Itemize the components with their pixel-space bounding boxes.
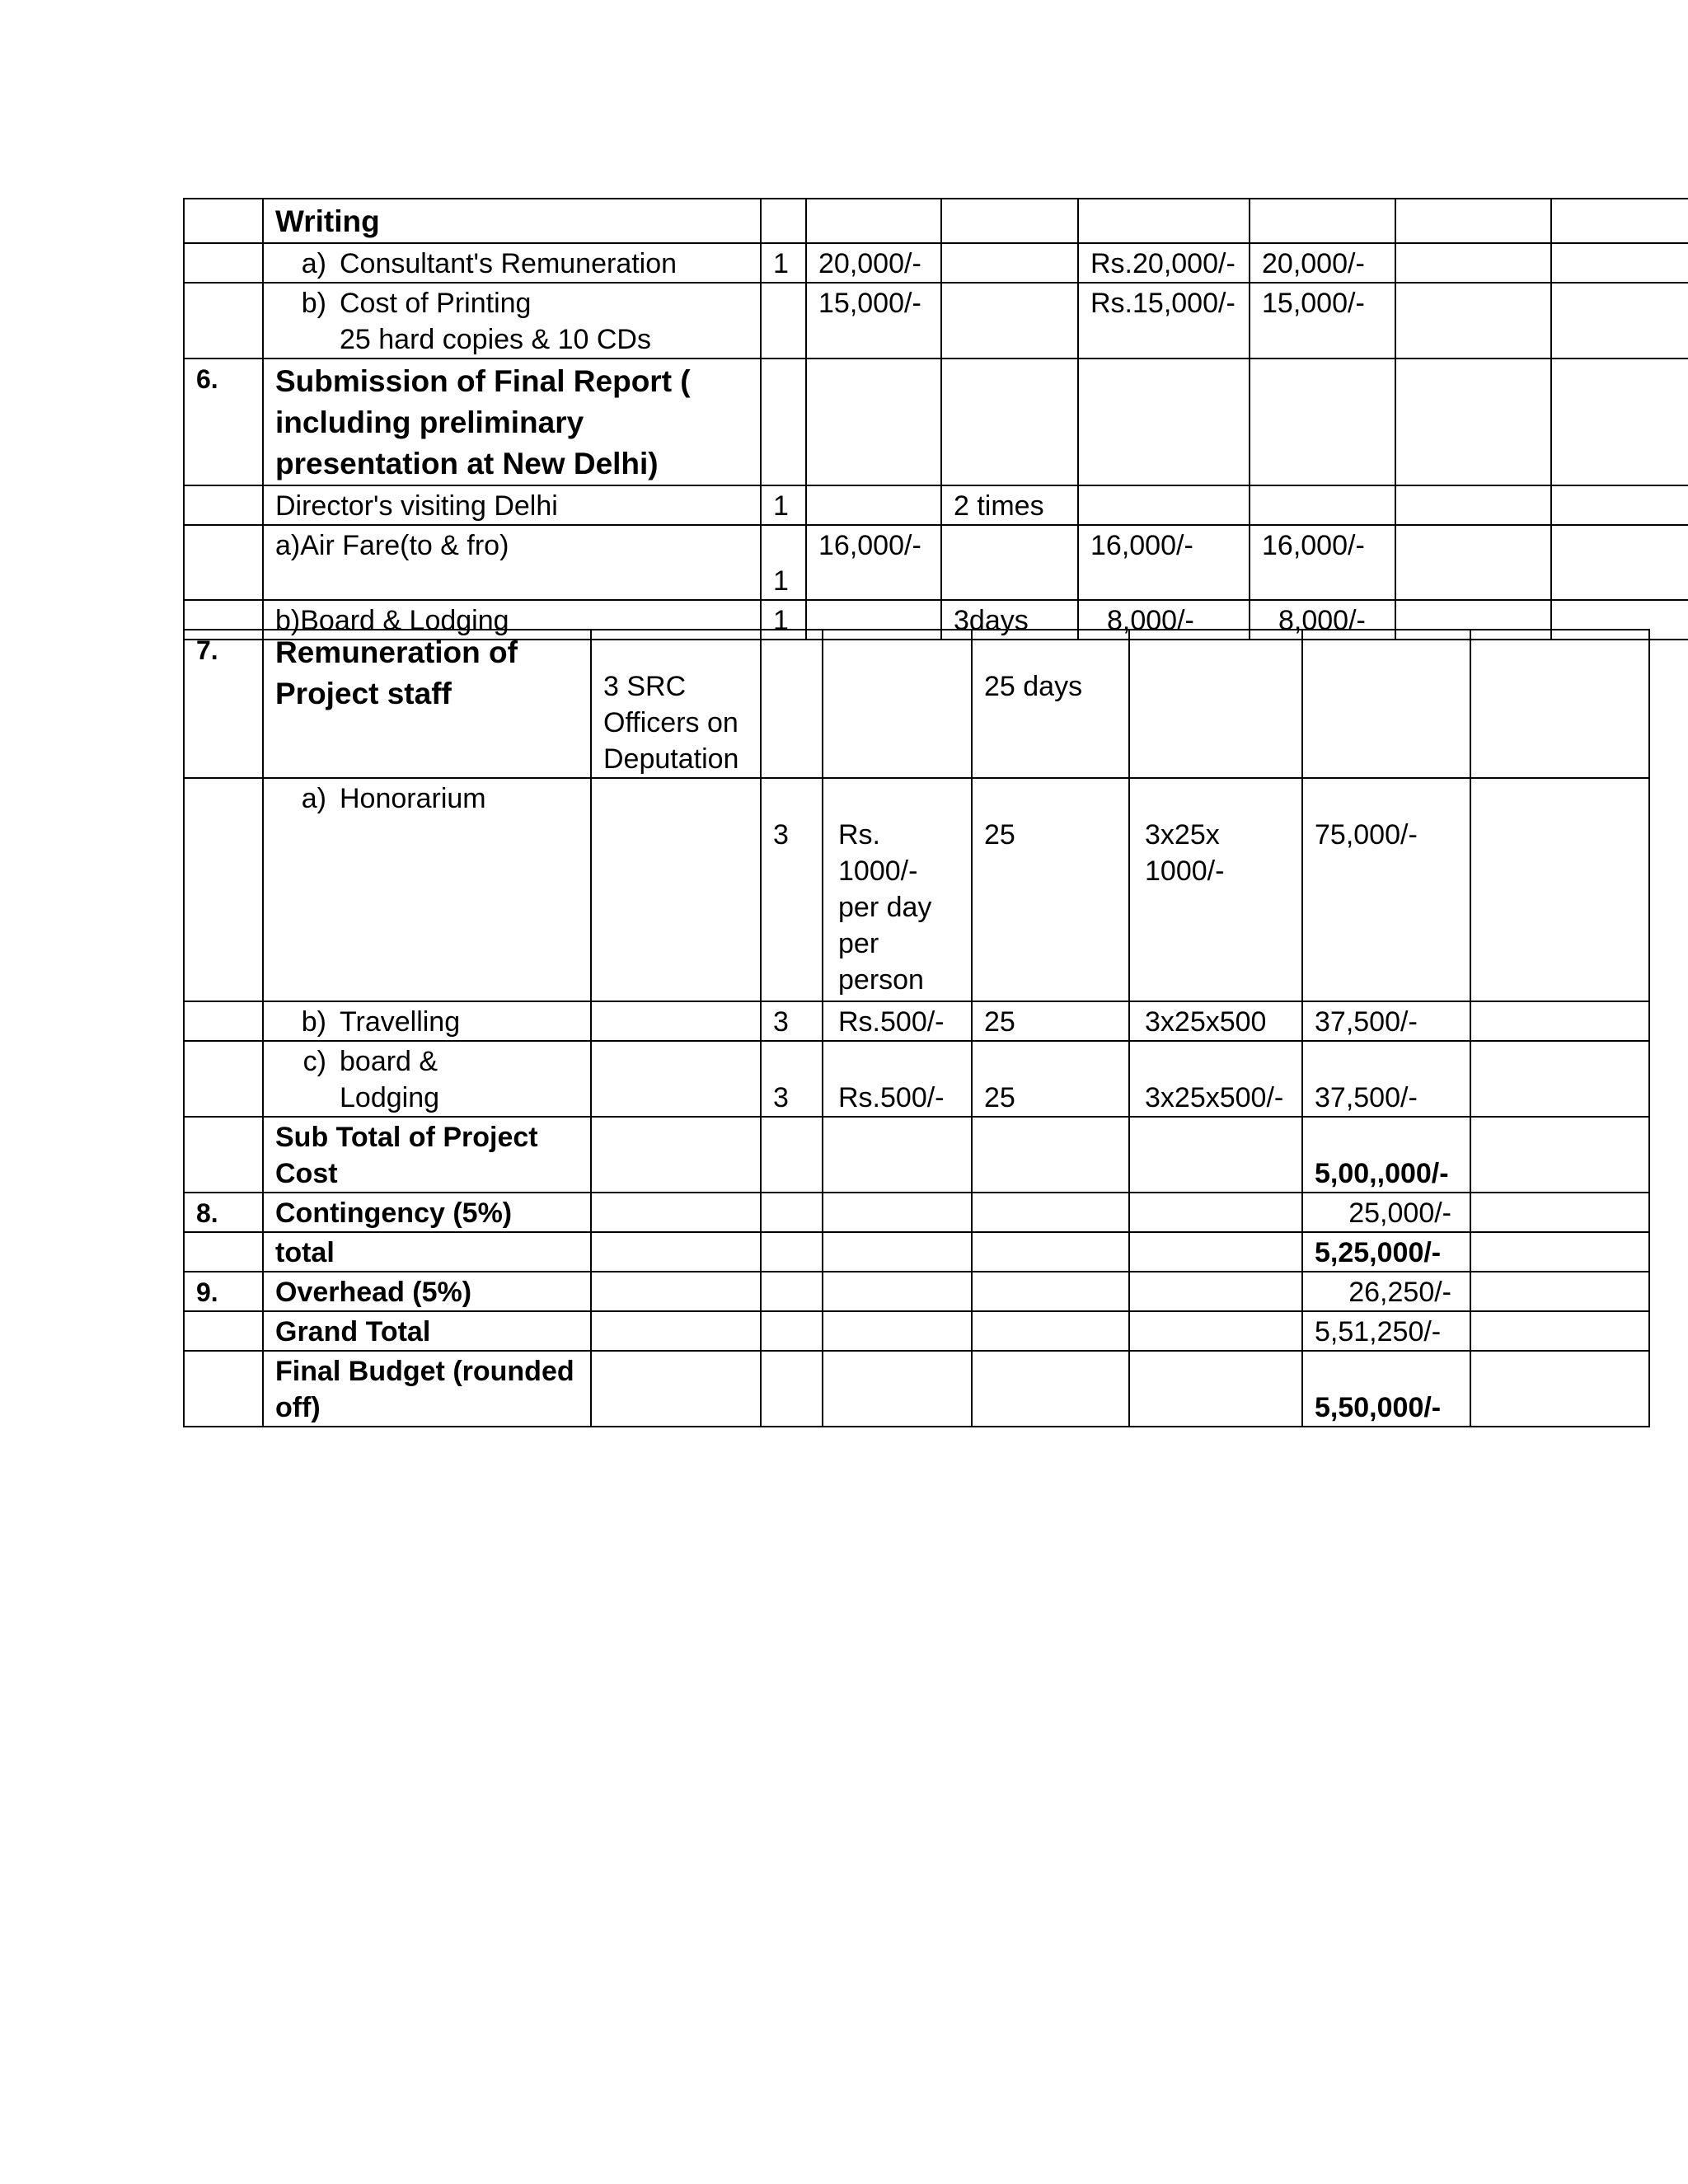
item-cell xyxy=(263,283,761,359)
blank-cell xyxy=(1470,1232,1649,1272)
days-cell: 25 xyxy=(972,778,1129,1001)
days-cell xyxy=(941,283,1078,359)
days-cell xyxy=(972,1232,1129,1272)
remark-cell: 3 SRC Officers on Deputation xyxy=(591,630,761,778)
remark-cell xyxy=(591,1232,761,1272)
item-cell: Director's visiting Delhi xyxy=(263,485,761,525)
days-cell xyxy=(941,199,1078,243)
days-cell: 25 xyxy=(972,1001,1129,1041)
total-cell: 37,500/- xyxy=(1302,1001,1470,1041)
calc-cell xyxy=(1129,1193,1302,1232)
total-cell xyxy=(1250,485,1395,525)
table-row xyxy=(184,1351,1649,1427)
serial-cell: 7. xyxy=(184,630,263,778)
table-row xyxy=(184,199,1688,243)
qty-cell: 1 xyxy=(761,600,806,640)
cost-cell xyxy=(1078,359,1250,485)
blank-cell xyxy=(1470,778,1649,1001)
qty-cell: 3 xyxy=(761,778,823,1001)
serial-cell xyxy=(184,1232,263,1272)
serial-cell xyxy=(184,485,263,525)
item-letter: a) xyxy=(301,248,326,279)
serial-cell xyxy=(184,1117,263,1193)
qty-cell: 3 xyxy=(761,1001,823,1041)
days-cell xyxy=(941,243,1078,283)
blank-cell xyxy=(1551,525,1688,600)
total-cell: 15,000/- xyxy=(1250,283,1395,359)
calc-cell xyxy=(1129,1232,1302,1272)
total-cell: 20,000/- xyxy=(1250,243,1395,283)
blank-cell xyxy=(1395,243,1551,283)
item-cell: Grand Total xyxy=(263,1311,591,1351)
rate-cell: Rs.500/- xyxy=(823,1001,972,1041)
item-text: Honorarium xyxy=(340,783,486,814)
rate-cell xyxy=(823,1351,972,1427)
item-cell: Contingency (5%) xyxy=(263,1193,591,1232)
item-cell: Final Budget (rounded off) xyxy=(263,1351,591,1427)
budget-table-part1 xyxy=(183,198,1688,640)
blank-cell xyxy=(1551,283,1688,359)
rate-cell: 20,000/- xyxy=(806,243,941,283)
item-cell xyxy=(263,1001,591,1041)
blank-cell xyxy=(1395,359,1551,485)
blank-cell xyxy=(1395,485,1551,525)
total-cell: 26,250/- xyxy=(1302,1272,1470,1311)
cost-cell: 16,000/- xyxy=(1078,525,1250,600)
remark-cell xyxy=(591,1351,761,1427)
blank-cell xyxy=(1470,1351,1649,1427)
table-row xyxy=(184,630,1649,778)
calc-cell xyxy=(1129,1351,1302,1427)
item-letter: a) xyxy=(301,783,326,814)
item-text: Consultant's Remuneration xyxy=(340,248,678,279)
serial-cell: 6. xyxy=(184,359,263,485)
table-row xyxy=(184,243,1688,283)
item-cell xyxy=(263,243,761,283)
calc-cell: 3x25x 1000/- xyxy=(1129,778,1302,1001)
item-cell: Overhead (5%) xyxy=(263,1272,591,1311)
item-cell: a)Air Fare(to & fro) xyxy=(263,525,761,600)
rate-cell xyxy=(823,1311,972,1351)
qty-cell xyxy=(761,283,806,359)
rate-cell xyxy=(823,1232,972,1272)
total-cell: 16,000/- xyxy=(1250,525,1395,600)
remark-cell xyxy=(591,1193,761,1232)
cost-cell xyxy=(1078,485,1250,525)
serial-cell xyxy=(184,1311,263,1351)
days-cell xyxy=(972,1311,1129,1351)
total-cell: 25,000/- xyxy=(1302,1193,1470,1232)
remark-cell xyxy=(591,1001,761,1041)
rate-cell: 16,000/- xyxy=(806,525,941,600)
table-row xyxy=(184,1001,1649,1041)
remark-cell xyxy=(591,1311,761,1351)
rate-cell xyxy=(823,1117,972,1193)
rate-cell: Rs. 1000/- per day per person xyxy=(823,778,972,1001)
days-cell: 25 xyxy=(972,1041,1129,1117)
item-cell: Remuneration of Project staff xyxy=(263,630,591,778)
blank-cell xyxy=(1395,283,1551,359)
item-cell: b)Board & Lodging xyxy=(263,600,761,640)
qty-cell xyxy=(761,630,823,778)
total-cell: 5,50,000/- xyxy=(1302,1351,1470,1427)
serial-cell xyxy=(184,1351,263,1427)
serial-cell xyxy=(184,243,263,283)
blank-cell xyxy=(1470,1311,1649,1351)
days-cell xyxy=(972,1351,1129,1427)
blank-cell xyxy=(1551,243,1688,283)
item-cell: Writing xyxy=(263,199,761,243)
total-cell xyxy=(1250,199,1395,243)
rate-cell xyxy=(806,359,941,485)
serial-cell xyxy=(184,199,263,243)
item-cell: total xyxy=(263,1232,591,1272)
budget-table-part2 xyxy=(183,629,1650,1427)
item-text: board & Lodging xyxy=(340,1046,440,1113)
blank-cell xyxy=(1551,485,1688,525)
item-text: Cost of Printing 25 hard copies & 10 CDs xyxy=(340,288,651,355)
serial-cell xyxy=(184,283,263,359)
qty-cell: 3 xyxy=(761,1041,823,1117)
serial-cell xyxy=(184,1041,263,1117)
qty-cell xyxy=(761,1351,823,1427)
qty-cell: 1 xyxy=(761,243,806,283)
blank-cell xyxy=(1470,1041,1649,1117)
rate-cell xyxy=(806,485,941,525)
days-cell: 2 times xyxy=(941,485,1078,525)
serial-cell xyxy=(184,778,263,1001)
remark-cell xyxy=(591,1041,761,1117)
item-letter: b) xyxy=(301,288,326,319)
qty-cell xyxy=(761,1193,823,1232)
calc-cell xyxy=(1129,1272,1302,1311)
days-cell: 25 days xyxy=(972,630,1129,778)
blank-cell xyxy=(1551,359,1688,485)
remark-cell xyxy=(591,1117,761,1193)
qty-cell: 1 xyxy=(761,485,806,525)
cost-cell xyxy=(1078,199,1250,243)
qty-cell: 1 xyxy=(761,525,806,600)
table-row xyxy=(184,1232,1649,1272)
blank-cell xyxy=(1470,1001,1649,1041)
days-cell xyxy=(972,1193,1129,1232)
qty-cell xyxy=(761,359,806,485)
remark-cell xyxy=(591,778,761,1001)
table-row xyxy=(184,283,1688,359)
rate-cell xyxy=(806,199,941,243)
cost-cell: Rs.15,000/- xyxy=(1078,283,1250,359)
table-row xyxy=(184,525,1688,600)
days-cell xyxy=(972,1117,1129,1193)
qty-cell xyxy=(761,1232,823,1272)
serial-cell: 8. xyxy=(184,1193,263,1232)
table-row xyxy=(184,1272,1649,1311)
days-cell xyxy=(941,525,1078,600)
calc-cell: 3x25x500 xyxy=(1129,1001,1302,1041)
item-cell xyxy=(263,778,591,1001)
table-row xyxy=(184,1117,1649,1193)
total-cell: 5,51,250/- xyxy=(1302,1311,1470,1351)
days-cell xyxy=(941,359,1078,485)
table-row xyxy=(184,1311,1649,1351)
table-row xyxy=(184,1193,1649,1232)
cost-cell: 8,000/- xyxy=(1078,600,1250,640)
rate-cell: 15,000/- xyxy=(806,283,941,359)
calc-cell xyxy=(1129,1311,1302,1351)
item-cell: Sub Total of Project Cost xyxy=(263,1117,591,1193)
total-cell: 5,25,000/- xyxy=(1302,1232,1470,1272)
days-cell xyxy=(972,1272,1129,1311)
cost-cell: Rs.20,000/- xyxy=(1078,243,1250,283)
qty-cell xyxy=(761,1311,823,1351)
blank-cell xyxy=(1395,525,1551,600)
blank-cell xyxy=(1470,1117,1649,1193)
total-cell xyxy=(1250,359,1395,485)
calc-cell xyxy=(1129,1117,1302,1193)
qty-cell xyxy=(761,1272,823,1311)
blank-cell xyxy=(1551,199,1688,243)
rate-cell xyxy=(823,1193,972,1232)
remark-cell xyxy=(591,1272,761,1311)
table-row xyxy=(184,359,1688,485)
qty-cell xyxy=(761,1117,823,1193)
rate-cell xyxy=(823,1272,972,1311)
table-row xyxy=(184,778,1649,1001)
serial-cell xyxy=(184,1001,263,1041)
item-letter: b) xyxy=(301,1006,326,1038)
serial-cell xyxy=(184,525,263,600)
rate-cell: Rs.500/- xyxy=(823,1041,972,1117)
total-cell: 37,500/- xyxy=(1302,1041,1470,1117)
table-row xyxy=(184,1041,1649,1117)
total-cell: 5,00,,000/- xyxy=(1302,1117,1470,1193)
rate-cell xyxy=(823,630,972,778)
calc-cell xyxy=(1129,630,1302,778)
blank-cell xyxy=(1470,1193,1649,1232)
total-cell xyxy=(1302,630,1470,778)
qty-cell xyxy=(761,199,806,243)
total-cell: 75,000/- xyxy=(1302,778,1470,1001)
table-row xyxy=(184,485,1688,525)
days-cell: 3days xyxy=(941,600,1078,640)
item-cell: Submission of Final Report ( including preliminary presentation at New Delhi) xyxy=(263,359,761,485)
item-letter: c) xyxy=(302,1046,326,1077)
calc-cell: 3x25x500/- xyxy=(1129,1041,1302,1117)
blank-cell xyxy=(1470,1272,1649,1311)
item-cell xyxy=(263,1041,591,1117)
blank-cell xyxy=(1395,199,1551,243)
serial-cell: 9. xyxy=(184,1272,263,1311)
total-cell: 8,000/- xyxy=(1250,600,1395,640)
blank-cell xyxy=(1470,630,1649,778)
item-text: Travelling xyxy=(340,1006,461,1038)
